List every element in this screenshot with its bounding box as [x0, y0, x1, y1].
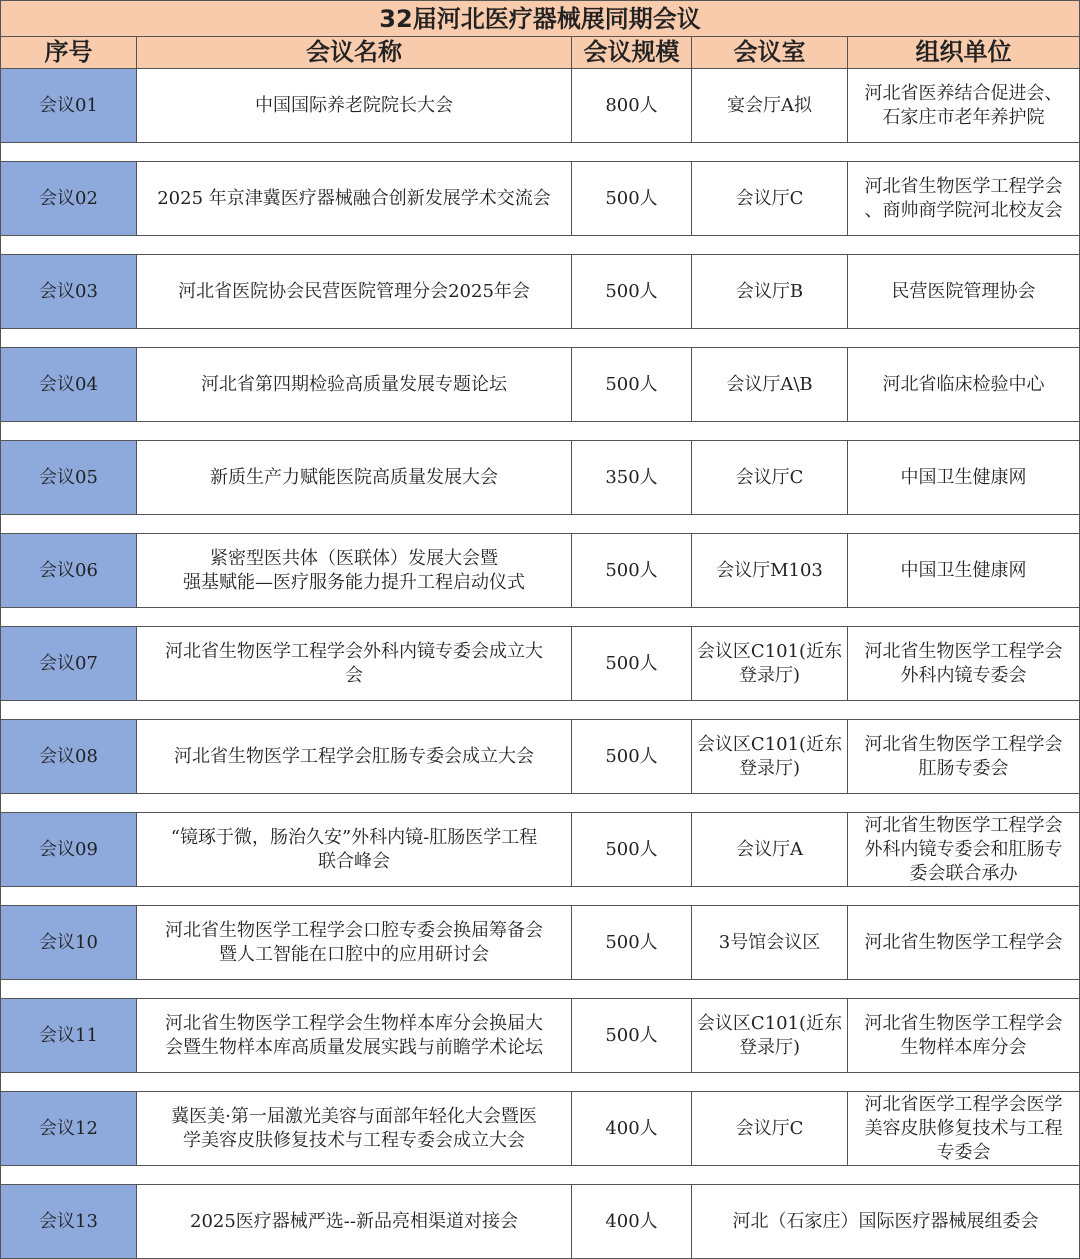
org-cell-text: 肛肠专委会: [918, 757, 1009, 779]
meeting-name-cell-text: 河北省第四期检验高质量发展专题论坛: [201, 373, 507, 395]
scale-cell-text: 500人: [605, 280, 658, 302]
org-cell-text: 河北省生物医学工程学会: [864, 931, 1063, 953]
seq-cell-text: 会议11: [39, 1024, 98, 1046]
seq-cell: [0, 440, 137, 515]
meeting-name-cell-text: 暨人工智能在口腔中的应用研讨会: [219, 943, 489, 965]
row-spacer: [0, 515, 1080, 533]
meeting-name-cell-text: “镜琢于微，肠治久安”外科内镜-肛肠医学工程: [170, 826, 538, 848]
meeting-name-cell: [136, 68, 572, 143]
room-cell-text: 登录厅): [738, 757, 801, 779]
meeting-name-cell-text: 会暨生物样本库高质量发展实践与前瞻学术论坛: [165, 1036, 543, 1058]
org-cell-text: 生物样本库分会: [900, 1036, 1027, 1058]
meeting-name-cell-text: 2025医疗器械严选--新品亮相渠道对接会: [190, 1210, 518, 1232]
seq-cell-text: 会议09: [39, 838, 98, 860]
scale-cell-text: 350人: [605, 466, 658, 488]
scale-cell-text: 500人: [605, 1024, 658, 1046]
scale-cell-text: 500人: [605, 559, 658, 581]
table-row: [0, 254, 1080, 329]
room-cell-text: 会议厅C: [735, 187, 804, 209]
column-header-name: 会议名称: [136, 37, 572, 69]
column-header-room: 会议室: [691, 37, 848, 69]
meeting-name-cell-text: 新质生产力赋能医院高质量发展大会: [210, 466, 498, 488]
meeting-name-cell: [136, 626, 572, 701]
seq-cell: [0, 719, 137, 794]
room-cell: [691, 1091, 848, 1166]
scale-cell-text: 400人: [605, 1117, 658, 1139]
scale-cell-text: 500人: [605, 373, 658, 395]
table-row: [0, 161, 1080, 236]
org-cell-text: 委会联合承办: [909, 862, 1018, 884]
seq-cell: [0, 905, 137, 980]
org-cell-text: 河北省医学工程学会医学: [864, 1093, 1063, 1115]
column-header-seq: 序号: [0, 37, 137, 69]
scale-cell: [571, 719, 692, 794]
org-cell-text: 石家庄市老年养护院: [882, 106, 1045, 128]
room-cell-text: 会议区C101(近东: [696, 1012, 843, 1034]
seq-cell: [0, 533, 137, 608]
room-cell-text: 会议厅A\B: [726, 373, 813, 395]
table-row: [0, 626, 1080, 701]
row-spacer: [0, 422, 1080, 440]
scale-cell-text: 500人: [605, 187, 658, 209]
table-row: [0, 1184, 1080, 1259]
seq-cell-text: 会议01: [39, 94, 98, 116]
org-cell-text: 外科内镜专委会和肛肠专: [864, 838, 1063, 860]
room-cell-text: 会议厅M103: [716, 559, 823, 581]
seq-cell-text: 会议12: [39, 1117, 98, 1139]
meeting-name-cell-text: 河北省生物医学工程学会外科内镜专委会成立大: [165, 640, 543, 662]
meeting-name-cell-text: 强基赋能—医疗服务能力提升工程启动仪式: [183, 571, 525, 593]
table-row: [0, 440, 1080, 515]
org-cell-text: 河北省生物医学工程学会: [864, 175, 1063, 197]
scale-cell: [571, 626, 692, 701]
table-row: [0, 905, 1080, 980]
room-cell: [691, 347, 848, 422]
org-cell-text: 中国卫生健康网: [900, 559, 1027, 581]
meeting-name-cell-text: 中国国际养老院院长大会: [255, 94, 453, 116]
row-spacer: [0, 1073, 1080, 1091]
org-cell-text: 美容皮肤修复技术与工程: [864, 1117, 1063, 1139]
scale-cell-text: 400人: [605, 1210, 658, 1232]
seq-cell: [0, 998, 137, 1073]
seq-cell: [0, 812, 137, 887]
seq-cell: [0, 347, 137, 422]
room-cell: [691, 440, 848, 515]
org-cell: [847, 998, 1080, 1073]
room-cell: [691, 905, 848, 980]
room-cell-text: 会议厅B: [735, 280, 804, 302]
seq-cell: [0, 1091, 137, 1166]
scale-cell-text: 800人: [605, 94, 658, 116]
room-cell-text: 会议区C101(近东: [696, 640, 843, 662]
room-cell-text: 3号馆会议区: [718, 931, 821, 953]
column-header-scale: 会议规模: [571, 37, 692, 69]
meeting-name-cell-text: 河北省医院协会民营医院管理分会2025年会: [178, 280, 530, 302]
table-row: [0, 812, 1080, 887]
seq-cell-text: 会议04: [39, 373, 98, 395]
org-cell-text: 、商帅商学院河北校友会: [864, 199, 1063, 221]
seq-cell: [0, 68, 137, 143]
scale-cell: [571, 161, 692, 236]
org-cell-text: 专委会: [936, 1141, 991, 1163]
meeting-name-cell: [136, 161, 572, 236]
meeting-name-cell: [136, 905, 572, 980]
scale-cell: [571, 1184, 692, 1259]
seq-cell-text: 会议03: [39, 280, 98, 302]
meeting-name-cell: [136, 254, 572, 329]
seq-cell-text: 会议10: [39, 931, 98, 953]
room-cell: [691, 533, 848, 608]
org-cell: [847, 347, 1080, 422]
room-cell-text: 登录厅): [738, 1036, 801, 1058]
org-cell-text: 中国卫生健康网: [900, 466, 1027, 488]
org-cell-text: 外科内镜专委会: [900, 664, 1027, 686]
room-cell: [691, 68, 848, 143]
table-title: 32届河北医疗器械展同期会议: [0, 0, 1080, 37]
org-cell: [847, 533, 1080, 608]
room-org-cell: [691, 1184, 1080, 1259]
meeting-name-cell-text: 河北省生物医学工程学会肛肠专委会成立大会: [174, 745, 534, 767]
scale-cell-text: 500人: [605, 745, 658, 767]
scale-cell-text: 500人: [605, 838, 658, 860]
room-cell-text: 会议厅A: [736, 838, 803, 860]
seq-cell-text: 会议08: [39, 745, 98, 767]
row-spacer: [0, 887, 1080, 905]
room-org-cell-text: 河北（石家庄）国际医疗器械展组委会: [732, 1210, 1039, 1232]
room-cell-text: 登录厅): [738, 664, 801, 686]
org-cell: [847, 1091, 1080, 1166]
row-spacer: [0, 980, 1080, 998]
meeting-name-cell-text: 学美容皮肤修复技术与工程专委会成立大会: [182, 1129, 525, 1151]
row-spacer: [0, 608, 1080, 626]
seq-cell: [0, 161, 137, 236]
room-cell: [691, 719, 848, 794]
table-row: [0, 533, 1080, 608]
seq-cell: [0, 626, 137, 701]
row-spacer: [0, 794, 1080, 812]
column-header-org: 组织单位: [847, 37, 1080, 69]
meeting-name-cell: [136, 1091, 572, 1166]
row-spacer: [0, 1166, 1080, 1184]
meeting-name-cell-text: 2025 年京津冀医疗器械融合创新发展学术交流会: [157, 187, 551, 209]
table-row: [0, 998, 1080, 1073]
scale-cell: [571, 533, 692, 608]
meeting-name-cell: [136, 1184, 572, 1259]
org-cell-text: 河北省生物医学工程学会: [864, 640, 1063, 662]
scale-cell: [571, 905, 692, 980]
org-cell: [847, 161, 1080, 236]
room-cell-text: 会议厅C: [735, 1117, 804, 1139]
org-cell: [847, 254, 1080, 329]
row-spacer: [0, 329, 1080, 347]
org-cell: [847, 626, 1080, 701]
org-cell-text: 河北省临床检验中心: [882, 373, 1045, 395]
meeting-name-cell: [136, 440, 572, 515]
seq-cell: [0, 254, 137, 329]
room-cell-text: 会议厅C: [735, 466, 804, 488]
scale-cell: [571, 812, 692, 887]
room-cell: [691, 254, 848, 329]
meeting-name-cell-text: 冀医美·第一届激光美容与面部年轻化大会暨医: [171, 1105, 537, 1127]
room-cell: [691, 998, 848, 1073]
row-spacer: [0, 236, 1080, 254]
meeting-name-cell: [136, 347, 572, 422]
row-spacer: [0, 701, 1080, 719]
table-row: [0, 68, 1080, 143]
row-spacer: [0, 143, 1080, 161]
org-cell-text: 河北省生物医学工程学会: [864, 814, 1063, 836]
meeting-name-cell-text: 河北省生物医学工程学会生物样本库分会换届大: [165, 1012, 543, 1034]
meeting-name-cell-text: 河北省生物医学工程学会口腔专委会换届筹备会: [165, 919, 543, 941]
seq-cell-text: 会议06: [39, 559, 98, 581]
scale-cell: [571, 254, 692, 329]
scale-cell: [571, 68, 692, 143]
meeting-name-cell: [136, 533, 572, 608]
table-row: [0, 1091, 1080, 1166]
scale-cell: [571, 440, 692, 515]
meeting-name-cell-text: 紧密型医共体（医联体）发展大会暨: [210, 547, 498, 569]
seq-cell-text: 会议07: [39, 652, 98, 674]
seq-cell-text: 会议05: [39, 466, 98, 488]
seq-cell-text: 会议02: [39, 187, 98, 209]
meeting-name-cell: [136, 998, 572, 1073]
room-cell-text: 宴会厅A拟: [727, 94, 812, 116]
room-cell: [691, 812, 848, 887]
org-cell: [847, 440, 1080, 515]
org-cell: [847, 719, 1080, 794]
meeting-name-cell-text: 联合峰会: [317, 850, 390, 872]
org-cell-text: 民营医院管理协会: [891, 280, 1036, 302]
scale-cell-text: 500人: [605, 652, 658, 674]
meeting-name-cell: [136, 719, 572, 794]
scale-cell: [571, 998, 692, 1073]
org-cell-text: 河北省生物医学工程学会: [864, 733, 1063, 755]
room-cell-text: 会议区C101(近东: [696, 733, 843, 755]
table-row: [0, 347, 1080, 422]
org-cell-text: 河北省医养结合促进会、: [864, 82, 1063, 104]
seq-cell-text: 会议13: [39, 1210, 98, 1232]
table-row: [0, 719, 1080, 794]
scale-cell: [571, 347, 692, 422]
org-cell: [847, 68, 1080, 143]
org-cell: [847, 905, 1080, 980]
meeting-name-cell: [136, 812, 572, 887]
scale-cell-text: 500人: [605, 931, 658, 953]
meeting-name-cell-text: 会: [345, 664, 363, 686]
seq-cell: [0, 1184, 137, 1259]
room-cell: [691, 161, 848, 236]
org-cell: [847, 812, 1080, 887]
scale-cell: [571, 1091, 692, 1166]
org-cell-text: 河北省生物医学工程学会: [864, 1012, 1063, 1034]
room-cell: [691, 626, 848, 701]
